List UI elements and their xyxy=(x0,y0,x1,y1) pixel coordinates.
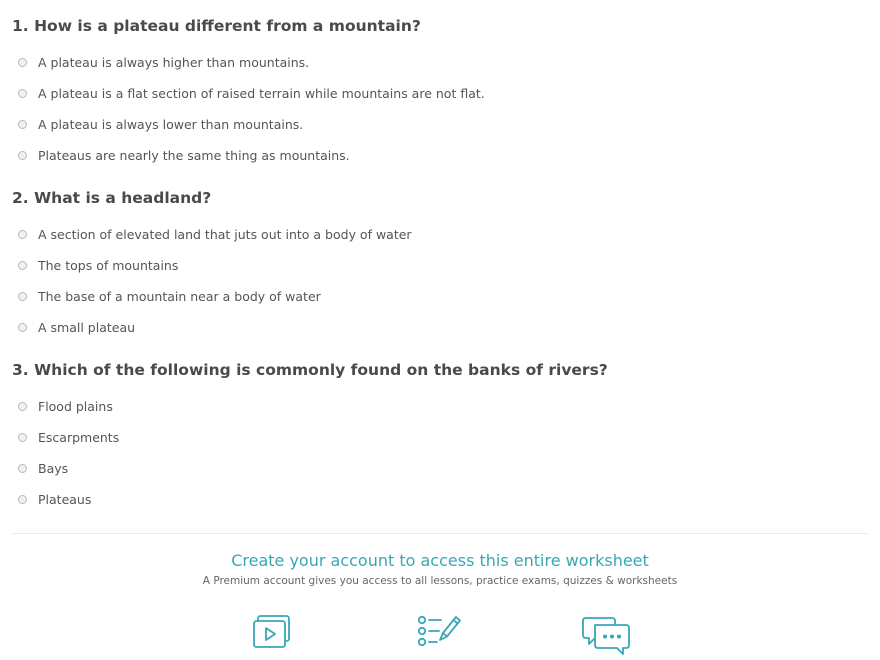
radio-button[interactable] xyxy=(18,464,27,473)
answer-options xyxy=(12,219,880,343)
answer-option[interactable] xyxy=(12,219,880,250)
answer-label: The tops of mountains xyxy=(38,258,179,273)
quiz-checklist-icon xyxy=(417,613,463,649)
question-1 xyxy=(12,14,880,171)
answer-option[interactable] xyxy=(12,250,880,281)
answer-label: A plateau is always lower than mountains. xyxy=(38,117,304,132)
question-3 xyxy=(12,358,880,515)
radio-button[interactable] xyxy=(18,433,27,442)
answer-option[interactable] xyxy=(12,312,880,343)
answer-options xyxy=(12,391,880,515)
premium-cta xyxy=(0,550,880,588)
answer-label: A plateau is always higher than mountains. xyxy=(38,55,310,70)
radio-button[interactable] xyxy=(18,120,27,129)
question-title: 3. Which of the following is commonly found on the banks of rivers? xyxy=(12,361,608,379)
answer-label: Bays xyxy=(38,461,69,476)
answer-option[interactable] xyxy=(12,140,880,171)
radio-button[interactable] xyxy=(18,323,27,332)
radio-button[interactable] xyxy=(18,151,27,160)
answer-label: A plateau is a flat section of raised terrain while mountains are not flat. xyxy=(38,86,485,101)
answer-label: Plateaus are nearly the same thing as mountains. xyxy=(38,148,350,163)
radio-button[interactable] xyxy=(18,58,27,67)
answer-option[interactable] xyxy=(12,391,880,422)
answer-option[interactable] xyxy=(12,109,880,140)
radio-button[interactable] xyxy=(18,230,27,239)
answer-label: Flood plains xyxy=(38,399,113,414)
video-lessons-icon xyxy=(252,613,292,649)
answer-option[interactable] xyxy=(12,281,880,312)
feature-icons xyxy=(0,613,880,660)
answer-label: A small plateau xyxy=(38,320,136,335)
answer-option[interactable] xyxy=(12,422,880,453)
chat-bubbles-icon xyxy=(582,613,632,655)
answer-options xyxy=(12,47,880,171)
question-2 xyxy=(12,186,880,343)
radio-button[interactable] xyxy=(18,89,27,98)
cta-subtitle: A Premium account gives you access to all lessons, practice exams, quizzes & worksheets xyxy=(202,575,678,587)
radio-button[interactable] xyxy=(18,402,27,411)
radio-button[interactable] xyxy=(18,495,27,504)
answer-label: A section of elevated land that juts out into a body of water xyxy=(38,227,412,242)
section-divider xyxy=(12,533,868,534)
cta-title[interactable]: Create your account to access this entire worksheet xyxy=(231,551,649,570)
answer-label: The base of a mountain near a body of water xyxy=(38,289,321,304)
answer-option[interactable] xyxy=(12,484,880,515)
radio-button[interactable] xyxy=(18,292,27,301)
answer-option[interactable] xyxy=(12,78,880,109)
question-title: 2. What is a headland? xyxy=(12,189,212,207)
question-title: 1. How is a plateau different from a mountain? xyxy=(12,17,421,35)
answer-label: Plateaus xyxy=(38,492,92,507)
radio-button[interactable] xyxy=(18,261,27,270)
answer-label: Escarpments xyxy=(38,430,120,445)
answer-option[interactable] xyxy=(12,47,880,78)
answer-option[interactable] xyxy=(12,453,880,484)
